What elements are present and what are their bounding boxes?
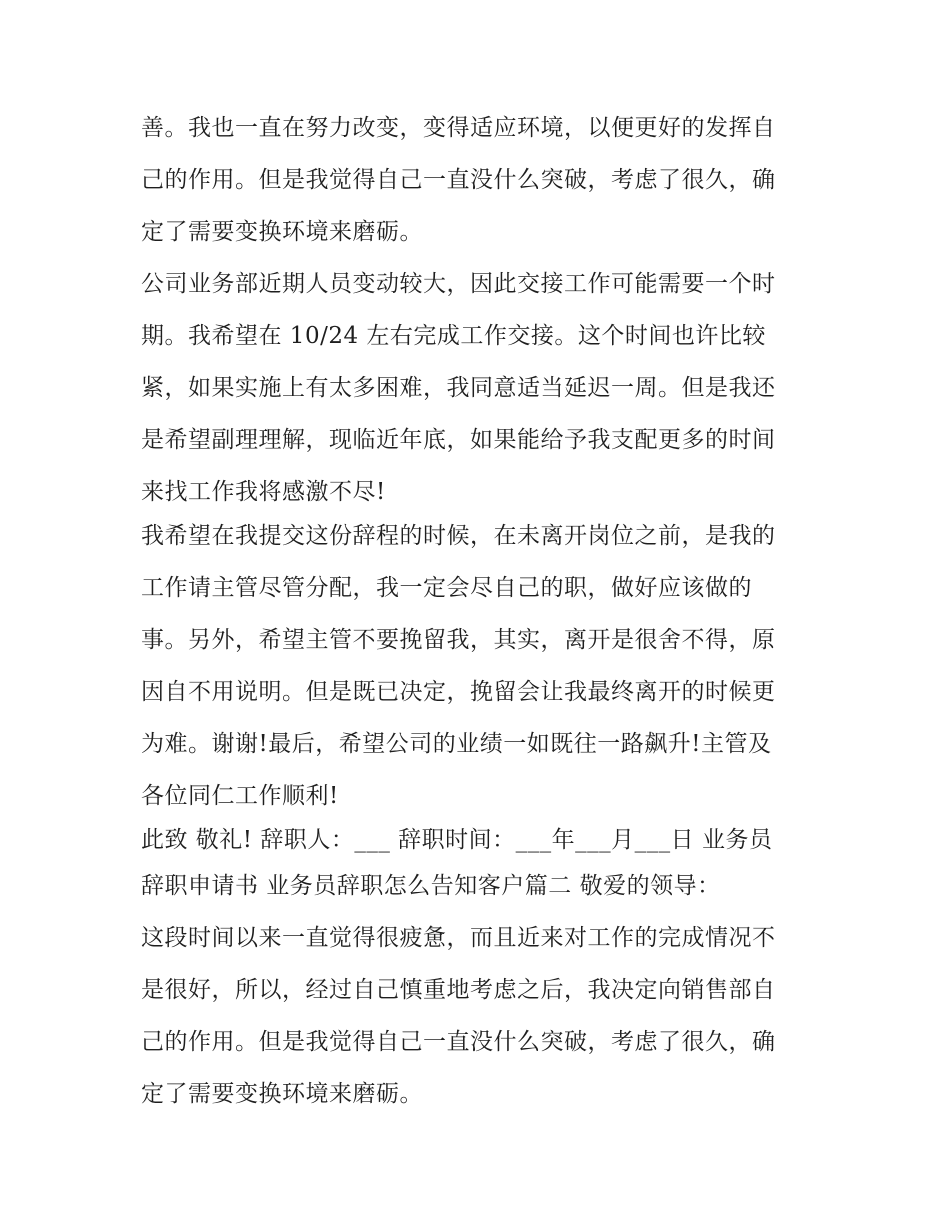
text-line: 这段时间以来一直觉得很疲惫，而且近来对工作的完成情况不 xyxy=(141,925,776,951)
text-line: 各位同仁工作顺利! xyxy=(141,783,339,809)
text-line: 期。我希望在 10/24 左右完成工作交接。这个时间也许比较 xyxy=(141,323,766,349)
text-line: 为难。谢谢!最后，希望公司的业绩一如既往一路飙升!主管及 xyxy=(141,731,772,757)
text-line: 己的作用。但是我觉得自己一直没什么突破，考虑了很久，确 xyxy=(141,1029,776,1055)
text-line: 工作请主管尽管分配，我一定会尽自己的职，做好应该做的 xyxy=(141,575,752,601)
text-line: 来找工作我将感激不尽! xyxy=(141,479,386,505)
text-line: 善。我也一直在努力改变，变得适应环境，以便更好的发挥自 xyxy=(141,115,776,141)
text-line: 我希望在我提交这份辞程的时候，在未离开岗位之前，是我的 xyxy=(141,523,776,549)
text-line: 定了需要变换环境来磨砺。 xyxy=(141,1081,423,1107)
text-line: 是希望副理理解，现临近年底，如果能给予我支配更多的时间 xyxy=(141,427,776,453)
text-line: 事。另外，希望主管不要挽留我，其实，离开是很舍不得，原 xyxy=(141,627,776,653)
text-line: 因自不用说明。但是既已决定，挽留会让我最终离开的时候更 xyxy=(141,679,776,705)
text-line: 紧，如果实施上有太多困难，我同意适当延迟一周。但是我还 xyxy=(141,375,776,401)
text-line: 此致 敬礼! 辞职人：___ 辞职时间：___年___月___日 业务员 xyxy=(141,827,773,853)
text-line: 公司业务部近期人员变动较大，因此交接工作可能需要一个时 xyxy=(141,271,776,297)
text-line: 己的作用。但是我觉得自己一直没什么突破，考虑了很久，确 xyxy=(141,167,776,193)
text-line: 定了需要变换环境来磨砺。 xyxy=(141,219,423,245)
text-line: 辞职申请书 业务员辞职怎么告知客户篇二 敬爱的领导： xyxy=(141,873,721,899)
text-line: 是很好，所以，经过自己慎重地考虑之后，我决定向销售部自 xyxy=(141,977,776,1003)
